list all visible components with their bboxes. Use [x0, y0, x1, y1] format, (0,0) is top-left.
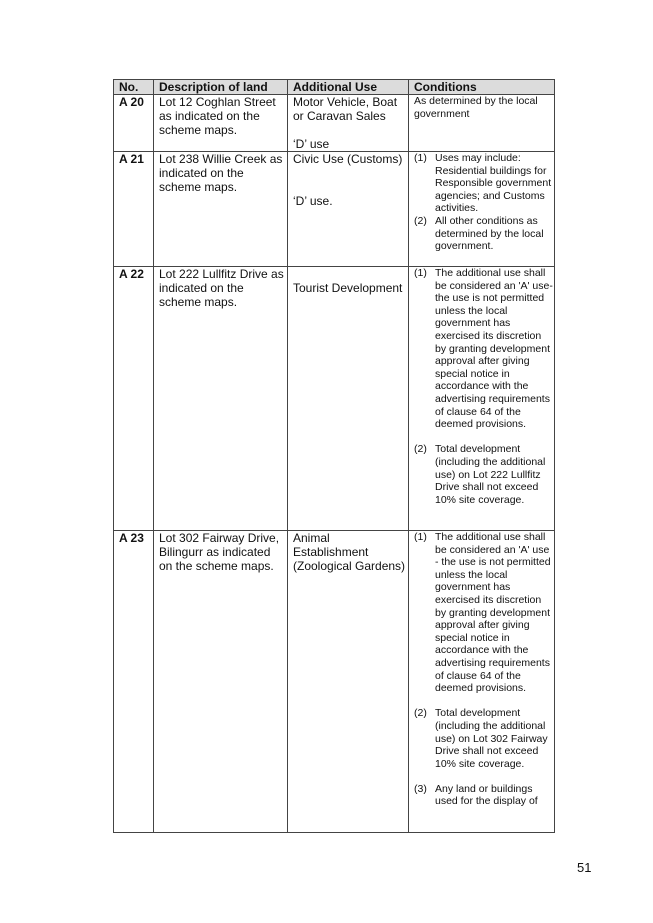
condition-marker: (3)	[414, 782, 427, 795]
condition-marker: (2)	[414, 707, 427, 720]
land-description: Lot 222 Lullfitz Drive as indicated on the scheme maps.	[154, 267, 288, 531]
additional-use-line	[293, 267, 408, 281]
condition-item	[414, 707, 554, 770]
condition-marker: (2)	[414, 443, 427, 456]
row-number: A 21	[114, 152, 154, 267]
row-number: A 22	[114, 267, 154, 531]
additional-use	[288, 152, 409, 267]
condition-text: The additional use shall be considered an 'A' use - the use is not permitted unless the local government has exercised its discretion by granting development approval after giving special notice in accordance with the advertising requirements of clause 64 of the deemed provisions.	[435, 531, 551, 695]
header-additional-use: Additional Use	[288, 80, 409, 95]
additional-uses-table	[113, 79, 555, 833]
additional-use	[288, 95, 409, 152]
additional-use-line: Motor Vehicle, Boat or Caravan Sales	[293, 95, 398, 123]
condition-text: Any land or buildings used for the display of	[435, 782, 538, 808]
row-number: A 23	[114, 531, 154, 833]
table-row	[114, 531, 555, 833]
condition-item	[414, 267, 554, 431]
additional-use-line: Tourist Development	[293, 281, 403, 295]
additional-use	[288, 267, 409, 531]
land-description: Lot 302 Fairway Drive, Bilingurr as indicated on the scheme maps.	[154, 531, 288, 833]
additional-use-line: ‘D’ use.	[293, 194, 333, 208]
condition-text: Uses may include: Residential buildings for Responsible government agencies; and Customs activities.	[435, 152, 552, 215]
condition-marker: (2)	[414, 214, 427, 227]
additional-use	[288, 531, 409, 833]
row-number: A 20	[114, 95, 154, 152]
condition-text: All other conditions as determined by the local government.	[435, 214, 544, 253]
additional-use-line: Civic Use (Customs)	[293, 152, 403, 166]
land-description: Lot 238 Willie Creek as indicated on the scheme maps.	[154, 152, 288, 267]
additional-use-line	[293, 166, 408, 180]
header-conditions: Conditions	[409, 80, 555, 95]
table-row	[114, 152, 555, 267]
table-row	[114, 267, 555, 531]
condition-text: Total development (including the additional use) on Lot 222 Lullfitz Drive shall not exceed 10% site coverage.	[435, 443, 546, 506]
condition-item	[414, 443, 554, 506]
conditions-list	[414, 267, 554, 506]
conditions	[409, 152, 555, 267]
conditions	[409, 531, 555, 833]
conditions-list	[414, 152, 554, 253]
condition-item	[414, 152, 554, 215]
header-no: No.	[114, 80, 154, 95]
additional-use-line	[293, 123, 408, 137]
condition-text: The additional use shall be considered an 'A' use-the use is not permitted unless the local government has exercised its discretion by granting development approval after giving special notice in accordance with the advertising requirements of clause 64 of the deemed provisions.	[435, 267, 553, 431]
additional-use-line: Animal Establishment (Zoological Gardens)	[293, 531, 406, 573]
header-description: Description of land	[154, 80, 288, 95]
conditions	[409, 267, 555, 531]
table-header-row	[114, 80, 555, 95]
page-number: 51	[577, 860, 592, 875]
land-description: Lot 12 Coghlan Street as indicated on the scheme maps.	[154, 95, 288, 152]
additional-use-line	[293, 180, 408, 194]
conditions-list	[414, 531, 554, 808]
condition-marker: (1)	[414, 152, 427, 164]
condition-text: Total development (including the additional use) on Lot 302 Fairway Drive shall not exceed 10% site coverage.	[435, 707, 548, 770]
condition-marker: (1)	[414, 267, 427, 279]
table-row	[114, 95, 555, 152]
condition-item	[414, 531, 554, 695]
additional-use-line: ‘D’ use	[293, 137, 330, 151]
condition-item	[414, 783, 554, 808]
condition-item	[414, 215, 554, 253]
condition-marker: (1)	[414, 531, 427, 543]
conditions: As determined by the local government	[409, 95, 555, 152]
